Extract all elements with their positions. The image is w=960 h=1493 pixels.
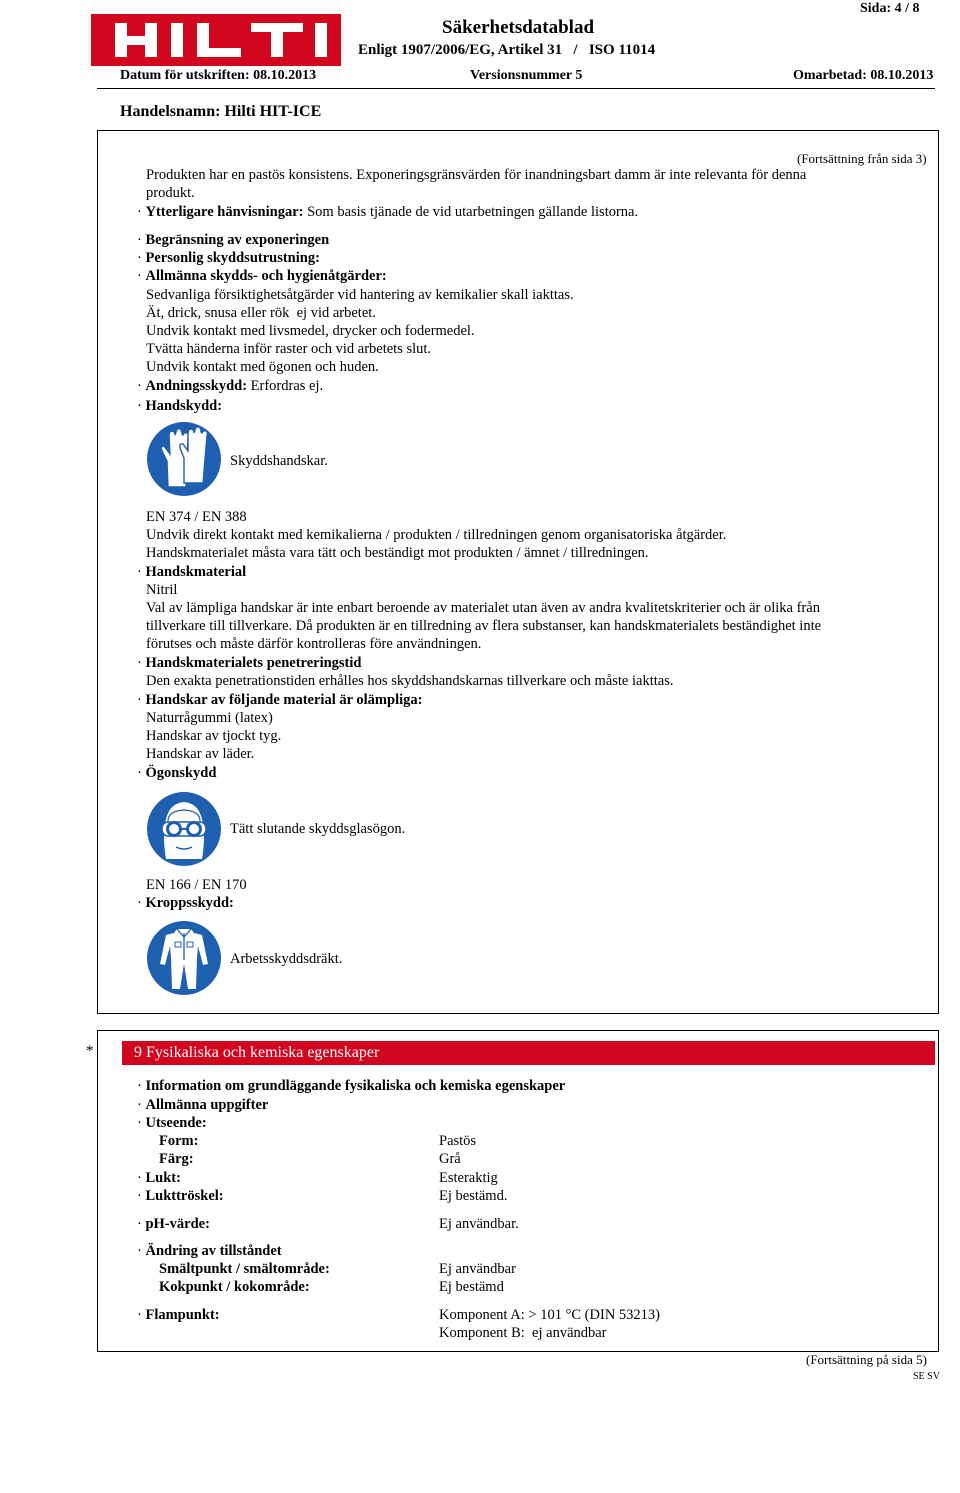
glove-material-line: förutses och måste därför kontrolleras före användningen. — [146, 636, 482, 652]
unsuitable-item: Handskar av tjockt tyg. — [146, 728, 282, 744]
color-value: Grå — [439, 1151, 461, 1167]
glove-material-value: Nitril — [146, 582, 178, 598]
further-label: · Ytterligare hänvisningar: — [137, 204, 303, 220]
revised-date: Omarbetad: 08.10.2013 — [793, 68, 934, 83]
melting-value: Ej användbar — [439, 1261, 516, 1277]
hilti-logo — [91, 14, 341, 66]
unsuitable-item: Naturrågummi (latex) — [146, 710, 273, 726]
print-date: Datum för utskriften: 08.10.2013 — [120, 68, 317, 83]
section-9-title: 9 Fysikaliska och kemiska egenskaper — [134, 1044, 380, 1061]
body-protection-label: · Kroppsskydd: — [137, 894, 234, 912]
respiratory-protection — [137, 377, 323, 395]
glove-material-line: Val av lämpliga handskar är inte enbart beroende av materialet utan även av andra kvalitetskriterier och är olika från — [146, 600, 820, 616]
form-label: Form: — [159, 1133, 199, 1149]
limit-heading: · Begränsning av exponeringen — [137, 231, 329, 249]
eye-standard: EN 166 / EN 170 — [146, 877, 247, 893]
odor-label: · Lukt: — [137, 1169, 181, 1187]
regulation: Enligt 1907/2006/EG, Artikel 31 / ISO 11014 — [358, 42, 656, 58]
hand-line: Handskmaterialet måsta vara tätt och beständigt mot produkten / ämnet / tillredningen. — [146, 545, 649, 561]
flash-point-value: Komponent A: > 101 °C (DIN 53213) — [439, 1307, 660, 1323]
boiling-label: Kokpunkt / kokområde: — [159, 1279, 310, 1295]
unsuitable-item: Handskar av läder. — [146, 746, 255, 762]
info-heading: · Information om grundläggande fysikaliska och kemiska egenskaper — [137, 1077, 565, 1095]
goggles-icon — [146, 791, 222, 867]
document-title: Säkerhetsdatablad — [442, 17, 595, 38]
hand-protection-label: · Handskydd: — [137, 397, 222, 415]
continued-from: (Fortsättning från sida 3) — [797, 151, 927, 166]
unsuitable-label: · Handskar av följande material är olämpliga: — [137, 691, 422, 709]
version-number: Versionsnummer 5 — [470, 68, 583, 83]
flash-point-label: · Flampunkt: — [137, 1306, 220, 1324]
header-divider — [97, 88, 935, 89]
general-line: Undvik kontakt med ögonen och huden. — [146, 359, 379, 375]
color-label: Färg: — [159, 1151, 194, 1167]
glove-material-line: tillverkare till tillverkare. Då produkten är en tillredning av flera substanser, kan handskmaterialets beständighet inte — [146, 618, 822, 634]
coverall-icon — [146, 920, 222, 996]
gloves-icon — [146, 421, 222, 497]
general-heading: · Allmänna uppgifter — [137, 1096, 268, 1114]
locale-code: SE SV — [913, 1371, 940, 1382]
state-change-heading: · Ändring av tillståndet — [137, 1242, 282, 1260]
glove-material-label: · Handskmaterial — [137, 563, 246, 581]
respiratory-text: Erfordras ej. — [250, 378, 324, 394]
odor-value: Esteraktig — [439, 1170, 498, 1186]
further-text: Som basis tjänade de vid utarbetningen gällande listorna. — [307, 204, 639, 220]
penetration-label: · Handskmaterialets penetreringstid — [137, 654, 361, 672]
general-hygiene-heading: · Allmänna skydds- och hygienåtgärder: — [137, 267, 387, 285]
page-number: Sida: 4 / 8 — [860, 1, 920, 16]
goggles-caption: Tätt slutande skyddsglasögon. — [230, 821, 406, 837]
ph-label: · pH-värde: — [137, 1215, 210, 1233]
trade-name: Handelsnamn: Hilti HIT-ICE — [120, 103, 322, 120]
continued-to: (Fortsättning på sida 5) — [806, 1352, 927, 1367]
melting-label: Smältpunkt / smältområde: — [159, 1261, 330, 1277]
boiling-value: Ej bestämd — [439, 1279, 504, 1295]
section-9-title-bar — [122, 1041, 935, 1065]
general-line: Sedvanliga försiktighetsåtgärder vid hantering av kemikalier skall iakttas. — [146, 287, 574, 303]
penetration-text: Den exakta penetrationstiden erhålles hos skyddshandskarnas tillverkare och måste iakttas. — [146, 673, 674, 689]
coverall-caption: Arbetsskyddsdräkt. — [230, 951, 343, 967]
general-line: Tvätta händerna inför raster och vid arbetets slut. — [146, 341, 432, 357]
further-notes — [137, 203, 638, 221]
general-line: Undvik kontakt med livsmedel, drycker och fodermedel. — [146, 323, 475, 339]
appearance-heading: · Utseende: — [137, 1114, 207, 1132]
general-line: Ät, drick, snusa eller rök ej vid arbetet. — [146, 305, 376, 321]
hand-line: Undvik direkt kontakt med kemikalierna / produkten / tillredningen genom organisatoriska åtgärder. — [146, 527, 727, 543]
form-value: Pastös — [439, 1133, 477, 1149]
change-marker: * — [86, 1043, 94, 1059]
intro-line-2: produkt. — [146, 185, 195, 201]
hand-standard: EN 374 / EN 388 — [146, 509, 247, 525]
odor-threshold-value: Ej bestämd. — [439, 1188, 508, 1204]
flash-point-value: Komponent B: ej användbar — [439, 1325, 607, 1341]
ppe-heading: · Personlig skyddsutrustning: — [137, 249, 320, 267]
intro-line-1: Produkten har en pastös konsistens. Exponeringsgränsvärden för inandningsbart damm är inte relevanta för denna — [146, 167, 807, 183]
ph-value: Ej användbar. — [439, 1216, 519, 1232]
respiratory-label: · Andningsskydd: — [137, 378, 247, 394]
gloves-caption: Skyddshandskar. — [230, 453, 328, 469]
odor-threshold-label: · Lukttröskel: — [137, 1187, 224, 1205]
eye-protection-label: · Ögonskydd — [137, 764, 216, 782]
